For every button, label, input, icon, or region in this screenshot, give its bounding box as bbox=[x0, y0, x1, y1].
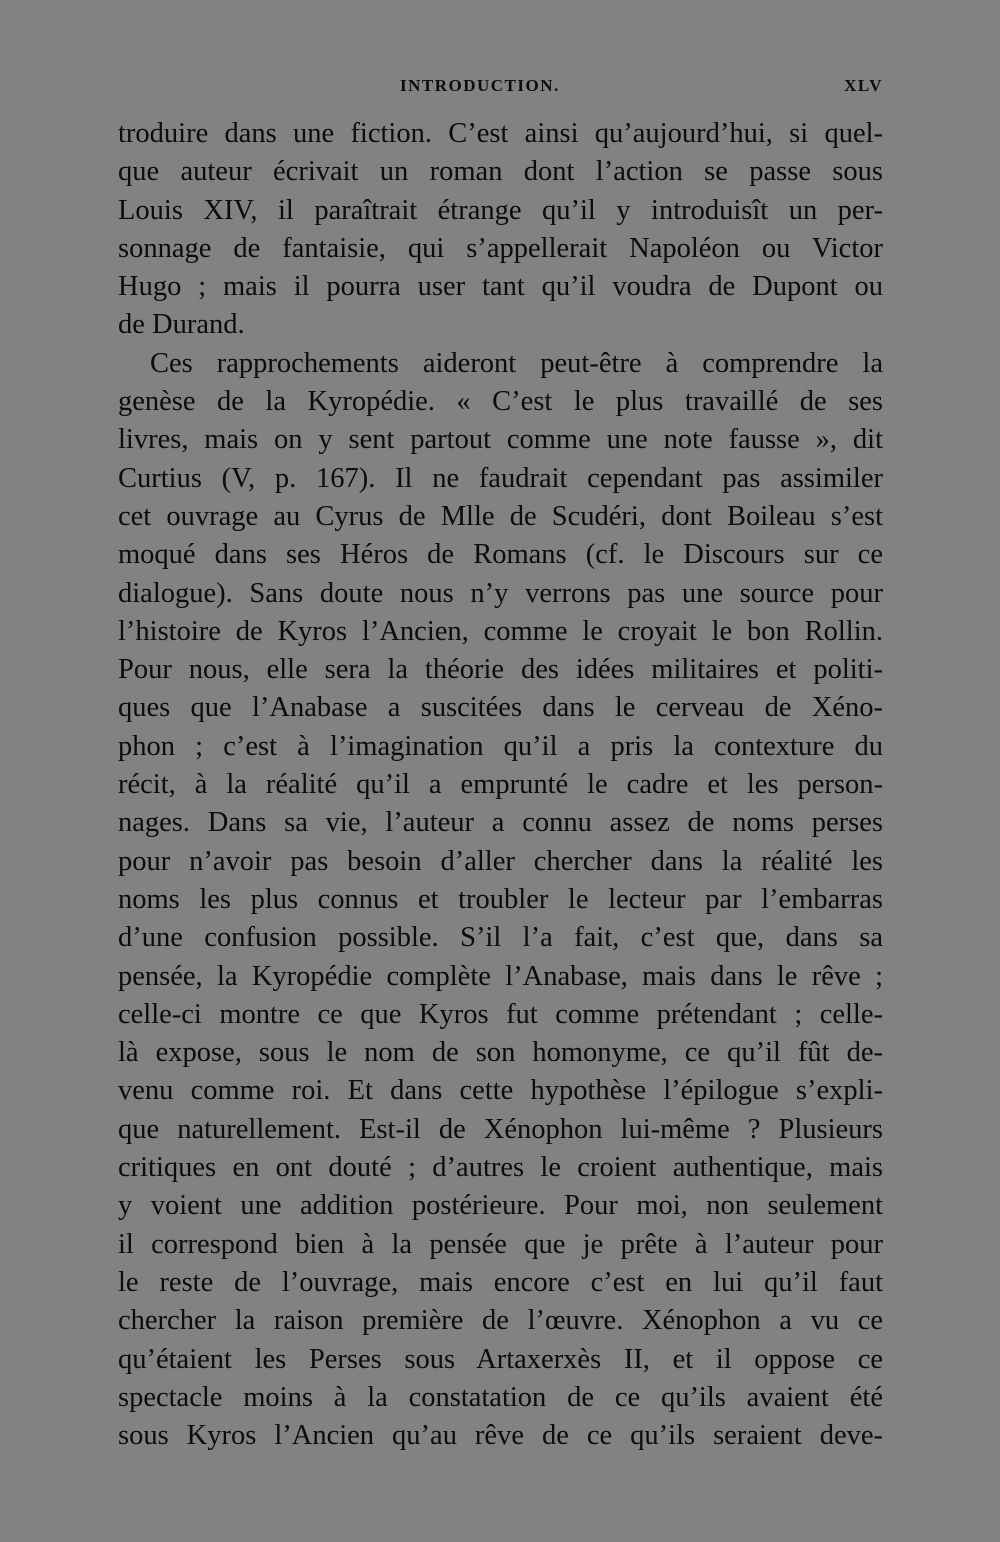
text-line: Louis XIV, il paraîtrait étrange qu’il y introduisît un per- bbox=[118, 194, 883, 226]
text-line: critiques en ont douté ; d’autres le croient authentique, mais bbox=[118, 1152, 883, 1184]
text-line: que naturellement. Est-il de Xénophon lui-même ? Plusieurs bbox=[118, 1113, 883, 1145]
text-line: le reste de l’ouvrage, mais encore c’est en lui qu’il faut bbox=[118, 1266, 883, 1298]
text-line: Pour nous, elle sera la théorie des idées militaires et politi- bbox=[118, 654, 883, 686]
text-line: livres, mais on y sent partout comme une note fausse », dit bbox=[118, 424, 883, 456]
running-head bbox=[118, 76, 883, 100]
text-line: troduire dans une fiction. C’est ainsi qu’aujourd’hui, si quel- bbox=[118, 118, 883, 149]
text-line: sous Kyros l’Ancien qu’au rêve de ce qu’ils seraient deve- bbox=[118, 1420, 883, 1452]
page-number: XLV bbox=[844, 76, 883, 95]
text-line: de Durand. bbox=[118, 309, 245, 341]
text-line: Hugo ; mais il pourra user tant qu’il voudra de Dupont ou bbox=[118, 271, 883, 303]
text-line: pour n’avoir pas besoin d’aller chercher dans la réalité les bbox=[118, 845, 883, 877]
text-line: y voient une addition postérieure. Pour moi, non seulement bbox=[118, 1190, 883, 1222]
text-line: phon ; c’est à l’imagination qu’il a pris la contexture du bbox=[118, 730, 883, 762]
text-line: sonnage de fantaisie, qui s’appellerait Napoléon ou Victor bbox=[118, 232, 883, 264]
text-line: chercher la raison première de l’œuvre. Xénophon a vu ce bbox=[118, 1305, 883, 1337]
body-text bbox=[118, 115, 883, 1455]
text-line: d’une confusion possible. S’il l’a fait, c’est que, dans sa bbox=[118, 922, 883, 954]
text-line: noms les plus connus et troubler le lecteur par l’embarras bbox=[118, 883, 883, 915]
text-line: ques que l’Anabase a suscitées dans le cerveau de Xéno- bbox=[118, 692, 883, 724]
paragraph-first-line: Ces rapprochements aideront peut-être à comprendre la bbox=[150, 347, 883, 379]
text-line: nages. Dans sa vie, l’auteur a connu assez de noms perses bbox=[118, 807, 883, 839]
text-line: dialogue). Sans doute nous n’y verrons pas une source pour bbox=[118, 577, 883, 609]
text-line: qu’étaient les Perses sous Artaxerxès II, et il oppose ce bbox=[118, 1343, 883, 1375]
text-line: venu comme roi. Et dans cette hypothèse l’épilogue s’expli- bbox=[118, 1075, 883, 1107]
text-line: celle-ci montre ce que Kyros fut comme prétendant ; celle- bbox=[118, 998, 883, 1030]
text-line: pensée, la Kyropédie complète l’Anabase, mais dans le rêve ; bbox=[118, 960, 883, 992]
text-line: l’histoire de Kyros l’Ancien, comme le croyait le bon Rollin. bbox=[118, 615, 883, 647]
text-line: il correspond bien à la pensée que je prête à l’auteur pour bbox=[118, 1228, 883, 1260]
running-head-title: INTRODUCTION. bbox=[400, 76, 560, 95]
text-line: cet ouvrage au Cyrus de Mlle de Scudéri, dont Boileau s’est bbox=[118, 500, 883, 532]
text-line: là expose, sous le nom de son homonyme, ce qu’il fût de- bbox=[118, 1037, 883, 1069]
text-line: spectacle moins à la constatation de ce qu’ils avaient été bbox=[118, 1381, 883, 1413]
text-line: genèse de la Kyropédie. « C’est le plus travaillé de ses bbox=[118, 386, 883, 418]
text-line: récit, à la réalité qu’il a emprunté le cadre et les person- bbox=[118, 769, 883, 801]
text-line: Curtius (V, p. 167). Il ne faudrait cependant pas assimiler bbox=[118, 462, 883, 494]
text-line: moqué dans ses Héros de Romans (cf. le Discours sur ce bbox=[118, 539, 883, 571]
text-line: que auteur écrivait un roman dont l’action se passe sous bbox=[118, 156, 883, 188]
